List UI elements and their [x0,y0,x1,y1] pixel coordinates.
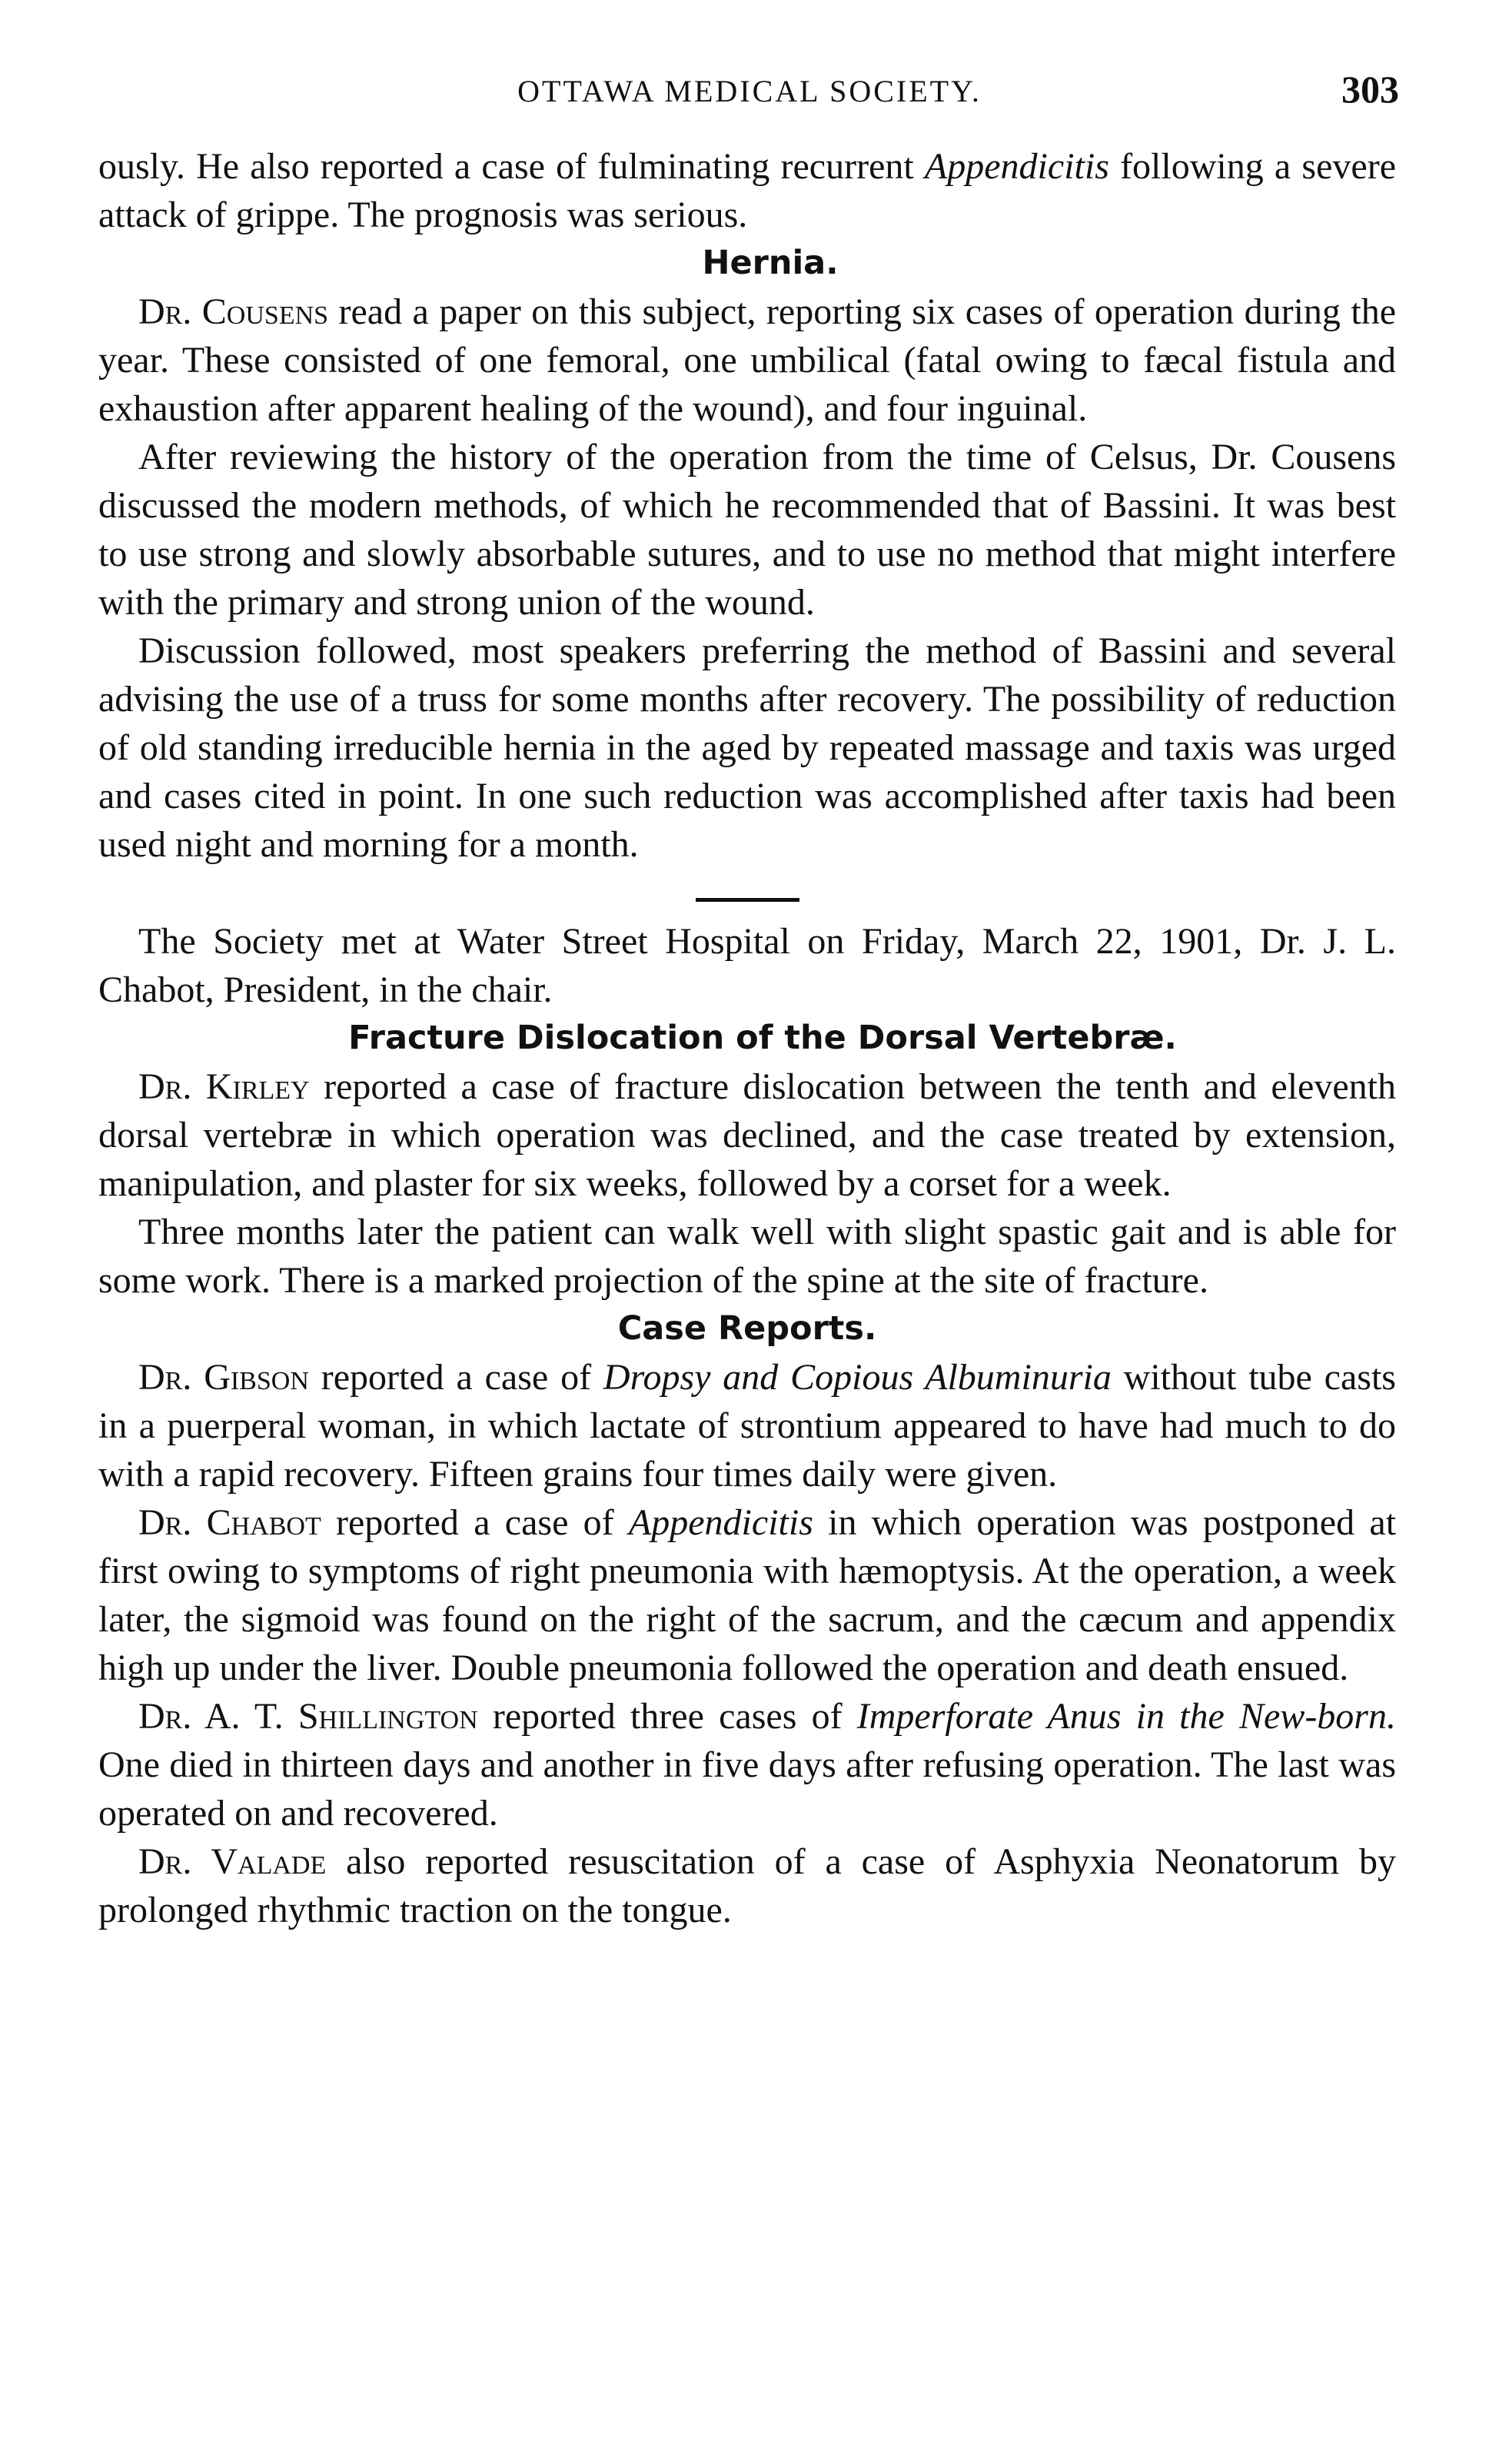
text-run: reported a case of fracture dislocation between the tenth and eleventh dorsal vertebræ in which operation was declined, and the case treated by extension, manipulation, and plaster for six weeks, followed by a corset for a week. [98,1066,1396,1204]
text-run: ously. He also reported a case of fulminating recurrent [98,146,925,187]
speaker-name: Dr. A. T. Shillington [138,1696,478,1737]
paragraph-valade [98,1837,1396,1934]
running-title: OTTAWA MEDICAL SOCIETY. [517,74,982,108]
heading-case-reports: Case Reports. [617,1309,877,1348]
article-body [98,142,1396,1934]
heading-fracture: Fracture Dislocation of the Dorsal Vertebræ. [348,1019,1177,1057]
paragraph-chabot [98,1498,1396,1692]
section-divider [696,898,799,902]
italic-term: Appendicitis [628,1502,813,1543]
text-run: reported a case of [321,1502,629,1543]
speaker-name: Dr. Gibson [138,1357,309,1398]
paragraph-discussion: Discussion followed, most speakers preferring the method of Bassini and several advising the use of a truss for some months after recovery. The possibility of reduction of old standing irreducible hernia in the aged by repeated massage and taxis was urged and cases cited in point. In one such reduction was accomplished after taxis had been used night and morning for a month. [98,630,1396,865]
text-run: also reported resuscitation of a case of Asphyxia Neonatorum by prolonged rhythmic traction on the tongue. [98,1841,1396,1930]
text-run: reported three cases of [477,1696,857,1737]
meeting-notice: The Society met at Water Street Hospital on Friday, March 22, 1901, Dr. J. L. Chabot, President, in the chair. [98,921,1396,1010]
speaker-name: Dr. Cousens [138,291,329,332]
speaker-name: Dr. Valade [138,1841,327,1882]
italic-term: Dropsy and Copious Albuminuria [603,1357,1112,1398]
text-run: read a paper on this subject, reporting six cases of operation during the year. These consisted of one femoral, one umbilical (fatal owing to fæcal fistula and exhaustion after apparent healing of the wound), and four inguinal. [98,291,1396,429]
paragraph-kirley [98,1062,1396,1208]
paragraph-gibson [98,1353,1396,1498]
speaker-name: Dr. Kirley [138,1066,310,1107]
paragraph-followup: Three months later the patient can walk well with slight spastic gait and is able for some work. There is a marked projection of the spine at the site of fracture. [98,1212,1396,1301]
text-run: One died in thirteen days and another in five days after refusing operation. The last was operated on and recovered. [98,1744,1396,1834]
text-run: in which operation was postponed at first owing to symptoms of right pneumonia with hæmoptysis. At the operation, a week later, the sigmoid was found on the right of the sacrum, and the cæcum and appendix high up under the liver. Double pneumonia followed the operation and death ensued. [98,1502,1397,1688]
paragraph-cousens [98,288,1396,433]
italic-term: Imperforate Anus in the New-born. [856,1696,1396,1737]
page-number: 303 [1341,68,1399,111]
italic-term: Appendicitis [924,146,1109,187]
text-run: reported a case of [308,1357,603,1398]
heading-hernia: Hernia. [702,244,839,282]
speaker-name: Dr. Chabot [138,1502,321,1543]
paragraph-shillington [98,1692,1396,1837]
text-run: following a severe attack of grippe. The prognosis was serious. [98,146,1396,235]
paragraph-history: After reviewing the history of the operation from the time of Celsus, Dr. Cousens discussed the modern methods, of which he recommended that of Bassini. It was best to use strong and slowly absorbable sutures, and to use no method that might interfere with the primary and strong union of the wound. [98,437,1396,623]
page-header [100,68,1399,119]
continuation-paragraph [98,142,1396,239]
text-run: without tube casts in a puerperal woman, in which lactate of strontium appeared to have had much to do with a rapid recovery. Fifteen grains four times daily were given. [98,1357,1396,1495]
